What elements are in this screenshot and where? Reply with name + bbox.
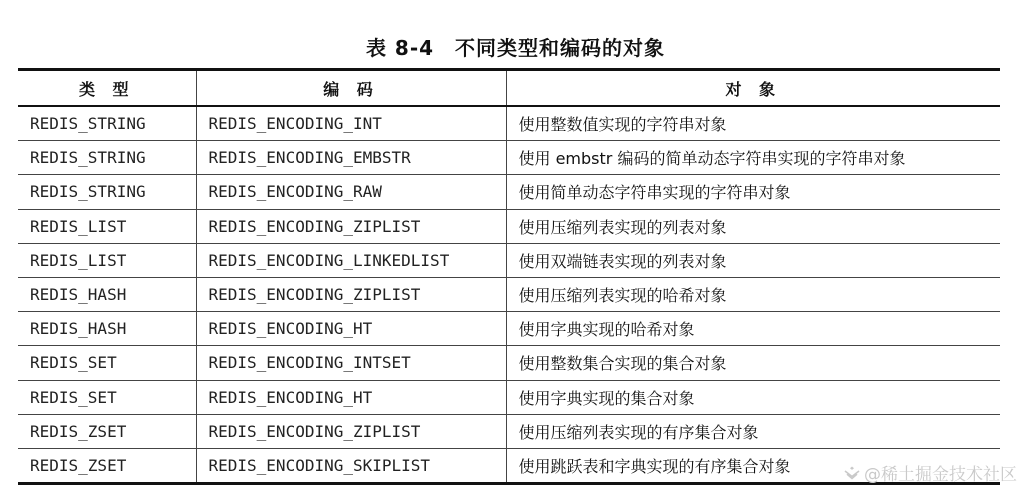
cell-type: REDIS_STRING bbox=[18, 141, 196, 175]
header-object: 对 象 bbox=[506, 70, 1000, 107]
cell-object: 使用双端链表实现的列表对象 bbox=[506, 243, 1000, 277]
cell-encoding: REDIS_ENCODING_HT bbox=[196, 380, 506, 414]
cell-object: 使用压缩列表实现的有序集合对象 bbox=[506, 414, 1000, 448]
watermark bbox=[844, 460, 1017, 485]
cell-object: 使用 embstr 编码的简单动态字符串实现的字符串对象 bbox=[506, 141, 1000, 175]
watermark-text: @稀土掘金技术社区 bbox=[864, 465, 1017, 485]
cell-object: 使用整数值实现的字符串对象 bbox=[506, 106, 1000, 141]
cell-type: REDIS_SET bbox=[18, 346, 196, 380]
cell-encoding: REDIS_ENCODING_INT bbox=[196, 106, 506, 141]
cell-encoding: REDIS_ENCODING_LINKEDLIST bbox=[196, 243, 506, 277]
table-row bbox=[18, 141, 1000, 175]
cell-object: 使用字典实现的哈希对象 bbox=[506, 312, 1000, 346]
cell-type: REDIS_ZSET bbox=[18, 414, 196, 448]
juejin-logo-icon bbox=[844, 466, 860, 480]
table-caption: 表 8-4 不同类型和编码的对象 bbox=[365, 36, 666, 60]
cell-encoding: REDIS_ENCODING_ZIPLIST bbox=[196, 414, 506, 448]
cell-type: REDIS_ZSET bbox=[18, 448, 196, 483]
object-encoding-table bbox=[18, 68, 1000, 485]
table-row bbox=[18, 380, 1000, 414]
cell-type: REDIS_LIST bbox=[18, 243, 196, 277]
cell-object: 使用整数集合实现的集合对象 bbox=[506, 346, 1000, 380]
table-row bbox=[18, 106, 1000, 141]
cell-encoding: REDIS_ENCODING_HT bbox=[196, 312, 506, 346]
table-row bbox=[18, 346, 1000, 380]
table-body bbox=[18, 106, 1000, 484]
table-row bbox=[18, 209, 1000, 243]
cell-encoding: REDIS_ENCODING_INTSET bbox=[196, 346, 506, 380]
table-row bbox=[18, 414, 1000, 448]
cell-object: 使用跳跃表和字典实现的有序集合对象 bbox=[506, 448, 1000, 483]
table-header bbox=[18, 70, 1000, 107]
cell-encoding: REDIS_ENCODING_ZIPLIST bbox=[196, 277, 506, 311]
cell-type: REDIS_SET bbox=[18, 380, 196, 414]
header-type: 类 型 bbox=[18, 70, 196, 107]
cell-encoding: REDIS_ENCODING_ZIPLIST bbox=[196, 209, 506, 243]
table-row bbox=[18, 277, 1000, 311]
header-row bbox=[18, 70, 1000, 107]
header-encoding: 编 码 bbox=[196, 70, 506, 107]
cell-object: 使用简单动态字符串实现的字符串对象 bbox=[506, 175, 1000, 209]
cell-type: REDIS_STRING bbox=[18, 106, 196, 141]
cell-object: 使用字典实现的集合对象 bbox=[506, 380, 1000, 414]
cell-object: 使用压缩列表实现的哈希对象 bbox=[506, 277, 1000, 311]
table-row bbox=[18, 175, 1000, 209]
table-row bbox=[18, 312, 1000, 346]
cell-encoding: REDIS_ENCODING_SKIPLIST bbox=[196, 448, 506, 483]
cell-encoding: REDIS_ENCODING_RAW bbox=[196, 175, 506, 209]
cell-type: REDIS_HASH bbox=[18, 277, 196, 311]
table-row bbox=[18, 243, 1000, 277]
cell-encoding: REDIS_ENCODING_EMBSTR bbox=[196, 141, 506, 175]
cell-type: REDIS_HASH bbox=[18, 312, 196, 346]
cell-type: REDIS_LIST bbox=[18, 209, 196, 243]
cell-type: REDIS_STRING bbox=[18, 175, 196, 209]
cell-object: 使用压缩列表实现的列表对象 bbox=[506, 209, 1000, 243]
